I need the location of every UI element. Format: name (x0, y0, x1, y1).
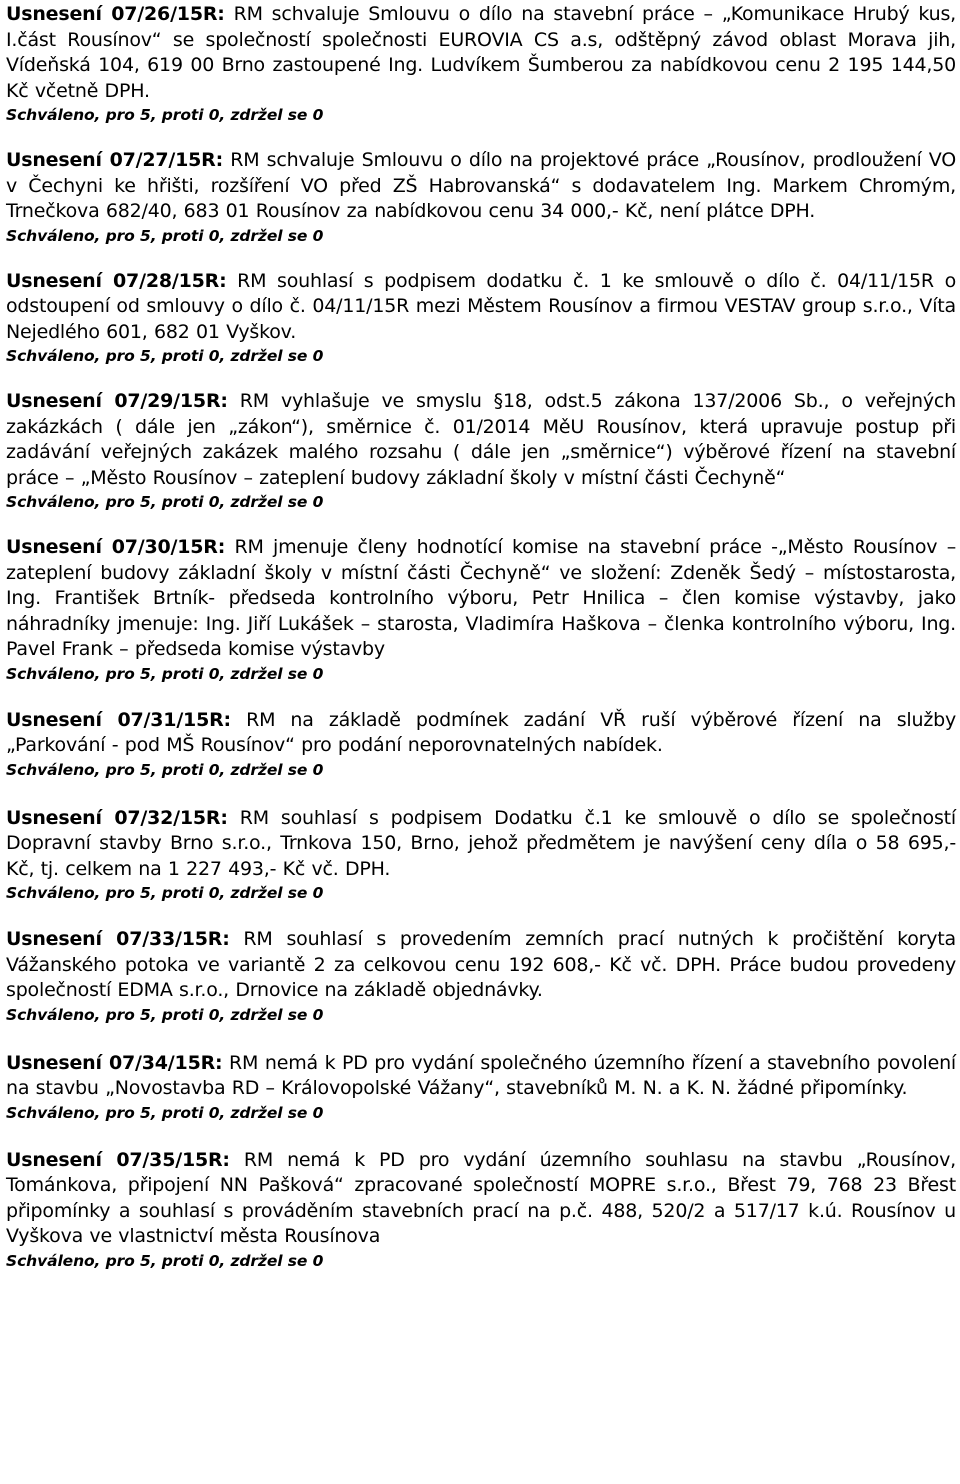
resolution-text (6, 2, 956, 104)
resolution-id: Usnesení 07/34/15R: (6, 1051, 223, 1074)
resolution-text (6, 1051, 956, 1102)
resolution-id: Usnesení 07/35/15R: (6, 1148, 230, 1171)
resolution-id: Usnesení 07/29/15R: (6, 390, 228, 412)
vote-result: Schváleno, pro 5, proti 0, zdržel se 0 (6, 226, 324, 245)
resolution-text (6, 708, 956, 759)
vote-result: Schváleno, pro 5, proti 0, zdržel se 0 (6, 664, 324, 683)
document-page (6, 2, 956, 1300)
resolution-07-28 (6, 269, 956, 369)
resolution-text (6, 806, 956, 883)
resolution-body: RM vyhlašuje ve smyslu §18, odst.5 zákona 137/2006 Sb., o veřejných zakázkách ( dále jen „zákon“), směrnice č. 01/2014 MěU Rousínov, která upravuje postup při zadávání veřejných zakázek malého rozsahu ( dále jen „směrnice“) výběrové řízení na stavební práce – „Město Rousínov – zateplení budovy základní školy v místní části Čechyně“ (6, 390, 956, 489)
vote-result: Schváleno, pro 5, proti 0, zdržel se 0 (6, 1251, 324, 1270)
resolution-body: RM souhlasí s provedením zemních prací nutných k pročištění koryta Vážanského potoka ve variantě 2 za celkovou cenu 192 608,- Kč vč. DPH. Práce budou provedeny společností EDMA s.r.o., Drnovice na základě objednávky. (6, 928, 956, 1001)
resolution-body: RM jmenuje členy hodnotící komise na stavební práce -„Město Rousínov – zateplení budovy základní školy v místní části Čechyně“ ve složení: Zdeněk Šedý – místostarosta, Ing. František Brtník- předseda kontrolního výboru, Petr Hnilica – člen komise výstavby, jako náhradníky jmenuje: Ing. Jiří Lukášek – starosta, Vladimíra Haškova – členka kontrolního výboru, Ing. Pavel Frank – předseda komise výstavby (6, 536, 956, 660)
resolution-id: Usnesení 07/31/15R: (6, 708, 231, 731)
resolution-07-27 (6, 148, 956, 248)
vote-result: Schváleno, pro 5, proti 0, zdržel se 0 (6, 1005, 324, 1024)
resolution-07-26 (6, 2, 956, 127)
resolution-07-30 (6, 535, 956, 686)
resolution-07-32 (6, 806, 956, 906)
vote-result: Schváleno, pro 5, proti 0, zdržel se 0 (6, 106, 324, 124)
vote-result: Schváleno, pro 5, proti 0, zdržel se 0 (6, 1103, 324, 1122)
resolution-body: RM schvaluje Smlouvu o dílo na projektové práce „Rousínov, prodloužení VO v Čechyni ke hřišti, rozšíření VO před ZŠ Habrovanská“ s dodavatelem Ing. Markem Chromým, Trnečkova 682/40, 683 01 Rousínov za nabídkovou cenu 34 000,- Kč, není plátce DPH. (6, 149, 956, 222)
resolution-07-31 (6, 708, 956, 782)
vote-result: Schváleno, pro 5, proti 0, zdržel se 0 (6, 347, 324, 365)
resolution-07-35 (6, 1148, 956, 1273)
resolution-id: Usnesení 07/33/15R: (6, 928, 230, 950)
resolution-text (6, 269, 956, 346)
resolution-id: Usnesení 07/26/15R: (6, 3, 225, 25)
resolution-id: Usnesení 07/32/15R: (6, 806, 228, 829)
resolution-body: RM souhlasí s podpisem dodatku č. 1 ke smlouvě o dílo č. 04/11/15R o odstoupení od smlouvy o dílo č. 04/11/15R mezi Městem Rousínov a firmou VESTAV group s.r.o., Víta Nejedlého 601, 682 01 Vyškov. (6, 269, 956, 343)
resolution-text (6, 1148, 956, 1250)
resolution-body: RM schvaluje Smlouvu o dílo na stavební práce – „Komunikace Hrubý kus, I.část Rousínov“ se společností společnosti EUROVIA CS a.s, odštěpný závod oblast Morava jih, Vídeňská 104, 619 00 Brno zastoupené Ing. Ludvíkem Šumberou za nabídkovou cenu 2 195 144,50 Kč včetně DPH. (6, 3, 956, 102)
resolution-id: Usnesení 07/28/15R: (6, 269, 227, 292)
resolution-body: RM na základě podmínek zadání VŘ ruší výběrové řízení na služby „Parkování - pod MŠ Rousínov“ pro podání neporovnatelných nabídek. (6, 708, 956, 756)
resolution-id: Usnesení 07/30/15R: (6, 536, 226, 558)
resolution-07-29 (6, 389, 956, 514)
resolution-07-33 (6, 927, 956, 1027)
vote-result: Schváleno, pro 5, proti 0, zdržel se 0 (6, 493, 324, 511)
vote-result: Schváleno, pro 5, proti 0, zdržel se 0 (6, 760, 324, 779)
resolution-text (6, 927, 956, 1004)
resolution-body: RM souhlasí s podpisem Dodatku č.1 ke smlouvě o dílo se společností Dopravní stavby Brno s.r.o., Trnkova 150, Brno, jehož předmětem je navýšení ceny díla o 58 695,- Kč, tj. celkem na 1 227 493,- Kč vč. DPH. (6, 806, 957, 880)
resolution-body: RM nemá k PD pro vydání územního souhlasu na stavbu „Rousínov, Tománkova, připojení NN Pašková“ zpracované společností MOPRE s.r.o., Břest 79, 768 23 Břest připomínky a souhlasí s prováděním stavebních prací na p.č. 488, 520/2 a 517/17 k.ú. Rousínov u Vyškova ve vlastnictví města Rousínova (6, 1148, 956, 1247)
resolution-id: Usnesení 07/27/15R: (6, 149, 224, 171)
resolution-text (6, 535, 956, 663)
vote-result: Schváleno, pro 5, proti 0, zdržel se 0 (6, 884, 324, 902)
resolution-body: RM nemá k PD pro vydání společného územního řízení a stavebního povolení na stavbu „Novostavba RD – Královopolské Vážany“, stavebníků M. N. a K. N. žádné připomínky. (6, 1051, 956, 1099)
resolution-text (6, 148, 956, 225)
resolution-text (6, 389, 956, 491)
resolution-07-34 (6, 1051, 956, 1125)
